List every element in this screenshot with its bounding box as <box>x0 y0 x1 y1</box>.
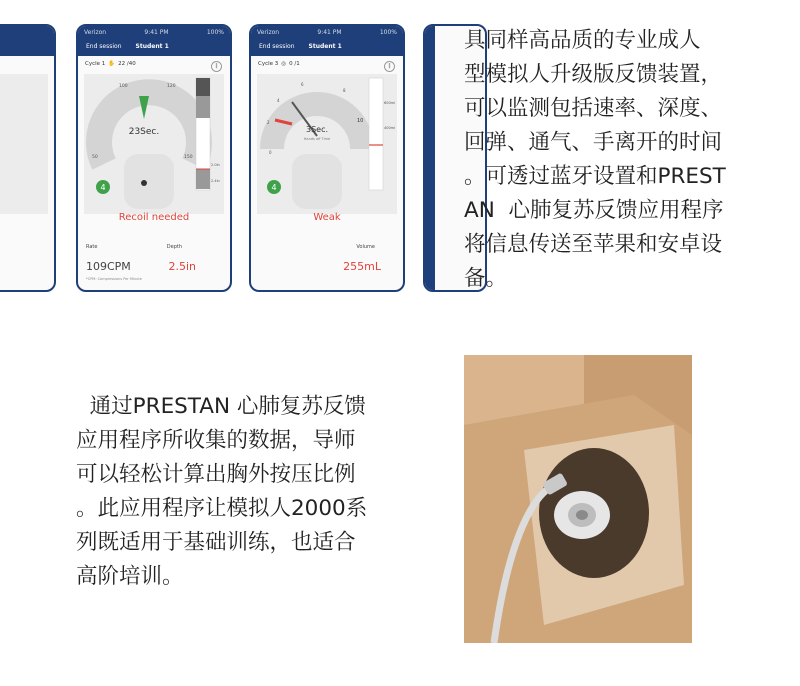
battery-label: 100% <box>379 29 397 36</box>
student-title: Student 1 <box>135 43 169 50</box>
chest-point <box>141 180 147 186</box>
badge-text: 4 <box>271 183 277 192</box>
scale-2: 2 <box>267 120 270 125</box>
stats-values <box>259 260 395 273</box>
scale-150: 150 <box>184 155 193 160</box>
gauge-needle-green <box>139 96 149 119</box>
scale-6: 6 <box>301 82 304 87</box>
carrier-label: Verizon <box>84 29 107 36</box>
timer-text: 23Sec. <box>128 127 160 137</box>
text-line: 可以监测包括速率、深度、 <box>464 96 723 121</box>
text-line: 通过PRESTAN 心肺复苏反馈 <box>76 394 366 419</box>
footnote: *CPM: Compressions Per Minute <box>86 277 142 281</box>
rate-gauge <box>84 74 224 214</box>
timer-text: 3Sec. <box>305 125 329 134</box>
lungs-icon: ◎ <box>281 61 287 67</box>
stats-labels <box>86 244 222 250</box>
badge-text: 4 <box>100 183 106 192</box>
ventilation-gauge-panel <box>257 74 397 214</box>
rate-label: Rate <box>86 244 98 250</box>
scale-10: 10 <box>357 118 364 124</box>
text-line: 型模拟人升级版反馈装置， <box>464 62 723 87</box>
app-header <box>78 26 230 56</box>
scale-120: 120 <box>167 84 176 89</box>
cycle-label: Cycle 3 <box>258 61 279 67</box>
torso-shape <box>292 154 342 209</box>
student-title: Student 1 <box>308 43 342 50</box>
app-header <box>251 26 403 56</box>
compression-count: 22 /40 <box>118 61 136 67</box>
stats-panel <box>259 244 395 273</box>
phone-partial-right-edge <box>425 26 435 290</box>
recoil-needed-message: Recoil needed <box>118 212 190 223</box>
text-line: 将信息传送至苹果和安卓设 <box>464 232 723 257</box>
end-session-button[interactable]: End session <box>259 43 295 50</box>
phone-partial-left-body <box>0 74 48 214</box>
scale-0: 0 <box>269 150 272 155</box>
volume-mark-2: 400ml <box>384 126 396 130</box>
session-nav <box>86 43 169 50</box>
depth-mark-1: 2.0in <box>211 163 220 167</box>
phone-partial-left-topbar <box>0 26 54 56</box>
phone-partial-left <box>0 24 56 292</box>
torso-shape <box>124 154 174 209</box>
text-line: 可以轻松计算出胸外按压比例 <box>76 462 356 487</box>
volume-value: 255mL <box>343 260 381 273</box>
volume-mark-1: 600ml <box>384 101 396 105</box>
cycle-label: Cycle 1 <box>85 61 106 67</box>
carrier-label: Verizon <box>257 29 280 36</box>
weak-message: Weak <box>313 212 341 223</box>
timer-sub: Hands off Time <box>303 137 331 141</box>
description-text-top <box>464 24 726 296</box>
end-session-button[interactable]: End session <box>86 43 122 50</box>
phone-screenshot-ventilation <box>249 24 405 292</box>
breath-count: 0 /1 <box>289 61 300 67</box>
scale-8: 8 <box>343 88 346 93</box>
battery-label: 100% <box>206 29 224 36</box>
depth-bar-fill-dark <box>196 78 210 96</box>
text-line: 。此应用程序让模拟人2000系 <box>76 496 368 521</box>
clock-label: 9:41 PM <box>144 29 169 36</box>
status-bar <box>84 29 224 36</box>
rate-gauge-panel <box>84 74 224 214</box>
description-text-bottom <box>76 390 367 594</box>
pause-icon[interactable]: ‖ <box>384 61 395 72</box>
stats-panel <box>86 244 222 281</box>
depth-bar-fill-grey <box>196 96 210 118</box>
text-line: 。可透过蓝牙设置和PREST <box>464 164 726 189</box>
depth-value: 2.5in <box>168 260 196 273</box>
depth-label: Depth <box>166 244 182 250</box>
depth-bar-fill-bottom <box>196 169 210 189</box>
scale-4: 4 <box>277 98 280 103</box>
stats-values <box>86 260 222 273</box>
text-line: 备。 <box>464 266 508 291</box>
text-line: 具同样高品质的专业成人 <box>464 28 701 53</box>
volume-bar-track <box>369 78 383 190</box>
phone-screenshot-compressions <box>76 24 232 292</box>
hand-icon: ✋ <box>108 61 116 67</box>
text-line: 应用程序所收集的数据，导师 <box>76 428 356 453</box>
ventilation-gauge <box>257 74 397 214</box>
text-line: 回弹、通气、手离开的时间 <box>464 130 723 155</box>
manikin-connector-photo <box>464 355 692 643</box>
depth-mark-2: 2.4in <box>211 179 220 183</box>
scale-100: 100 <box>119 84 128 89</box>
volume-label: Volume <box>356 244 375 250</box>
text-line: 列既适用于基础训练，也适合 <box>76 530 356 555</box>
text-line: AN 心肺复苏反馈应用程序 <box>464 198 724 223</box>
pause-icon[interactable]: ‖ <box>211 61 222 72</box>
manikin-connector-illustration <box>464 355 692 643</box>
cycle-row <box>251 56 403 72</box>
session-nav <box>259 43 342 50</box>
clock-label: 9:41 PM <box>317 29 342 36</box>
cycle-row <box>78 56 230 72</box>
status-bar <box>257 29 397 36</box>
text-line: 高阶培训。 <box>76 564 184 589</box>
rate-value: 109CPM <box>86 260 131 273</box>
scale-50: 50 <box>92 155 98 160</box>
connector-hole <box>576 510 588 520</box>
